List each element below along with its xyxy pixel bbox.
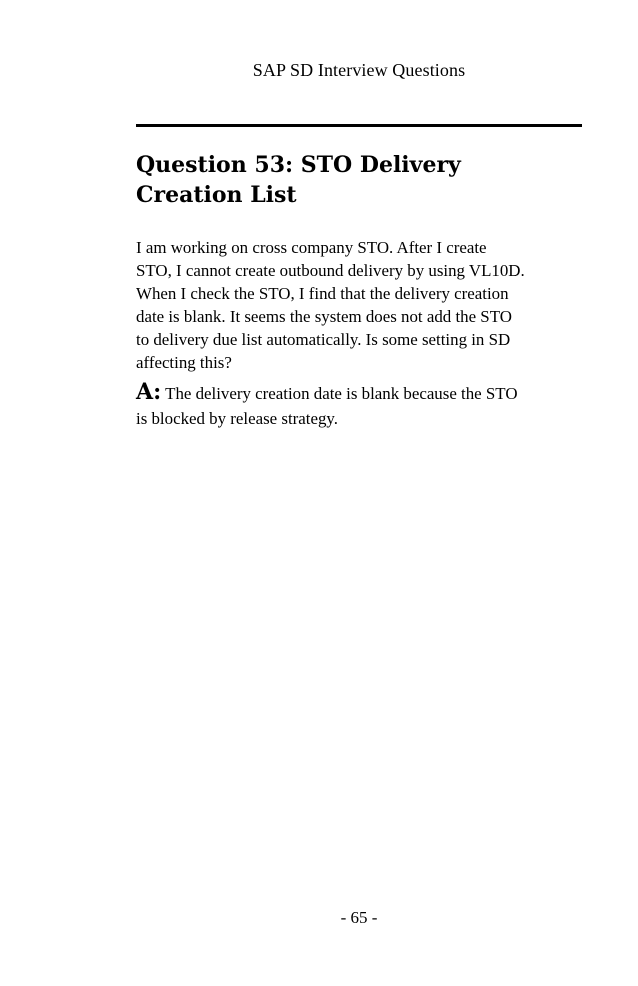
answer-text: The delivery creation date is blank because the STO — [165, 384, 518, 403]
question-body-line: affecting this? — [136, 353, 232, 372]
question-title-line: Question 53: STO Delivery — [136, 152, 461, 178]
answer-marker: A: — [136, 379, 162, 405]
question-title — [136, 150, 566, 210]
question-body-line: STO, I cannot create outbound delivery by using VL10D. — [136, 261, 525, 280]
answer-paragraph — [136, 380, 586, 431]
answer-line: is blocked by release strategy. — [136, 409, 338, 428]
page-number: - 65 - — [340, 908, 378, 927]
question-title-line: Creation List — [136, 182, 297, 208]
question-body-line: I am working on cross company STO. After I create — [136, 238, 487, 257]
question-body — [136, 236, 586, 374]
answer-line — [136, 380, 586, 406]
question-body-line: When I check the STO, I find that the delivery creation — [136, 284, 509, 303]
running-header: SAP SD Interview Questions — [252, 60, 466, 80]
header-rule — [136, 124, 582, 127]
question-body-line: to delivery due list automatically. Is some setting in SD — [136, 330, 511, 349]
question-body-line: date is blank. It seems the system does not add the STO — [136, 307, 512, 326]
